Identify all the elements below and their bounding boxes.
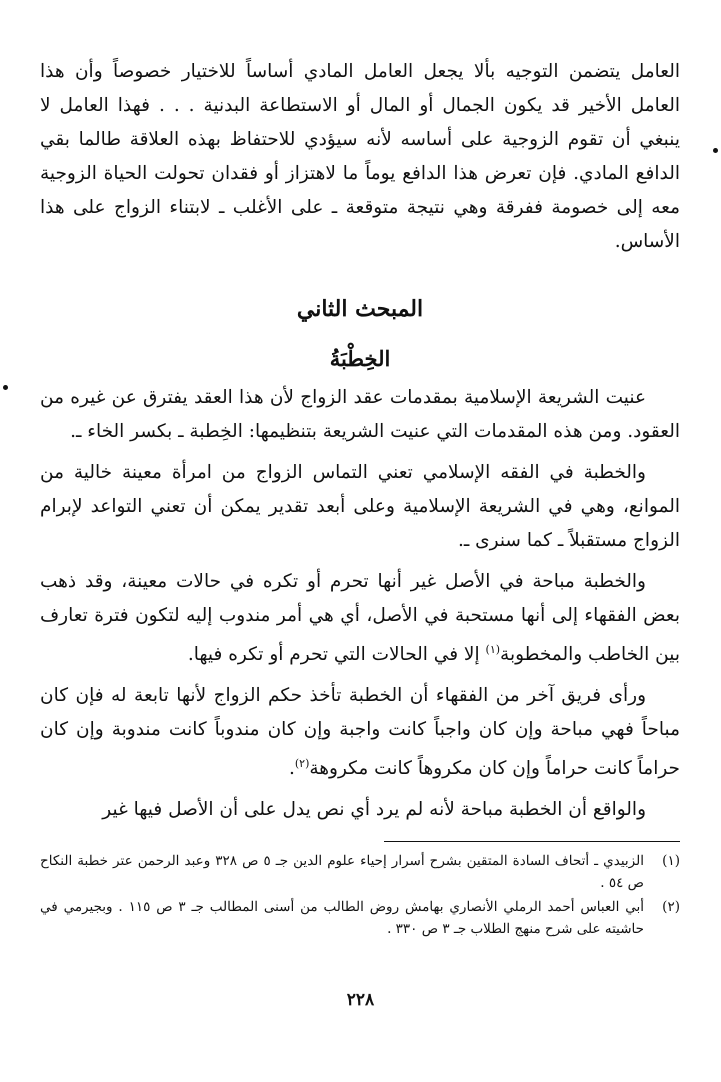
footnote-ref-1[interactable]: (١): [485, 643, 501, 656]
paragraph-5: والواقع أن الخطبة مباحة لأنه لم يرد أي نص يدل على أن الأصل فيها غير: [102, 799, 646, 821]
scan-mark-dot: [3, 385, 8, 390]
footnote-separator: [384, 841, 680, 842]
paragraph-1: عنيت الشريعة الإسلامية بمقدمات عقد الزواج لأن هذا العقد يفترق عن غيره من العقود. ومن هذه المقدمات التي عنيت الشريعة بتنظيمها: الخِطبة ـ بكسر الخاء ـ.: [40, 387, 680, 442]
section-title: المبحث الثاني: [296, 296, 424, 322]
footnote-item: [40, 850, 680, 894]
scan-mark-dot: [713, 148, 718, 153]
paragraph-4: [40, 679, 680, 786]
footnote-text: الزبيدي ـ أتحاف السادة المتقين بشرح أسرار إحياء علوم الدين جـ ٥ ص ٣٢٨ وعبد الرحمن عتر خطبة النكاح ص ٥٤ .: [40, 853, 644, 892]
section-subtitle: الخِطْبَةُ: [329, 346, 391, 371]
footnotes: [40, 850, 680, 940]
intro-paragraph: العامل يتضمن التوجيه بألا يجعل العامل المادي أساساً للاختيار خصوصاً وأن هذا العامل الأخير قد يكون الجمال أو المال أو الاستطاعة البدنية . . . فهذا العامل لا ينبغي أن تقوم الزوجية على أساسه لأنه سيؤدي للاحتفاظ بهذه العلاقة طالما بقي الدافع المادي. فإن تعرض هذا الدافع يوماً ما لاهتزاز أو فقدان تحولت الحياة الزوجية معه إلى خصومة ففرقة وهي نتيجة متوقعة ـ على الأغلب ـ لابتناء الزواج على هذا الأساس.: [40, 61, 680, 252]
footnote-text: أبي العباس أحمد الرملي الأنصاري بهامش روض الطالب من أسنى المطالب جـ ٣ ص ١١٥ . وبجيرمي في حاشيته على شرح منهج الطلاب جـ ٣ ص ٣٣٠ .: [40, 899, 644, 938]
footnote-ref-2[interactable]: (٢): [294, 757, 310, 771]
footnote-number: (٢): [662, 899, 680, 916]
paragraph-4-tail: .: [288, 758, 295, 780]
page-body: [40, 55, 680, 942]
footnote-number: (١): [662, 853, 680, 870]
page-number: ٢٢٨: [346, 990, 375, 1010]
paragraph-3-tail: إلا في الحالات التي تحرم أو تكره فيها.: [187, 644, 486, 666]
paragraph-4-body: ورأى فريق آخر من الفقهاء أن الخطبة تأخذ حكم الزواج لأنها تابعة له فإن كان مباحاً فهي مباحة وإن كان واجباً كانت واجبة وإن كان مندوباً كانت مندوبة وإن كان حراماً كانت حراماً وإن كان مكروهاً كانت مكروهة: [40, 685, 680, 780]
paragraph-3: [40, 565, 680, 672]
footnote-item: [40, 896, 680, 940]
paragraph-3-body: والخطبة مباحة في الأصل غير أنها تحرم أو تكره في حالات معينة، وقد ذهب بعض الفقهاء إلى أنها مستحبة في الأصل، أي هي أمر مندوب إليه لتكون فترة تعارف بين الخاطب والمخطوبة: [40, 571, 680, 666]
paragraph-2: والخطبة في الفقه الإسلامي تعني التماس الزواج من امرأة معينة خالية من الموانع، وهي في الشريعة الإسلامية وعلى أبعد تقدير يمكن أن تعني التواعد لإبرام الزواج مستقبلاً ـ كما سنرى ـ.: [40, 462, 680, 551]
